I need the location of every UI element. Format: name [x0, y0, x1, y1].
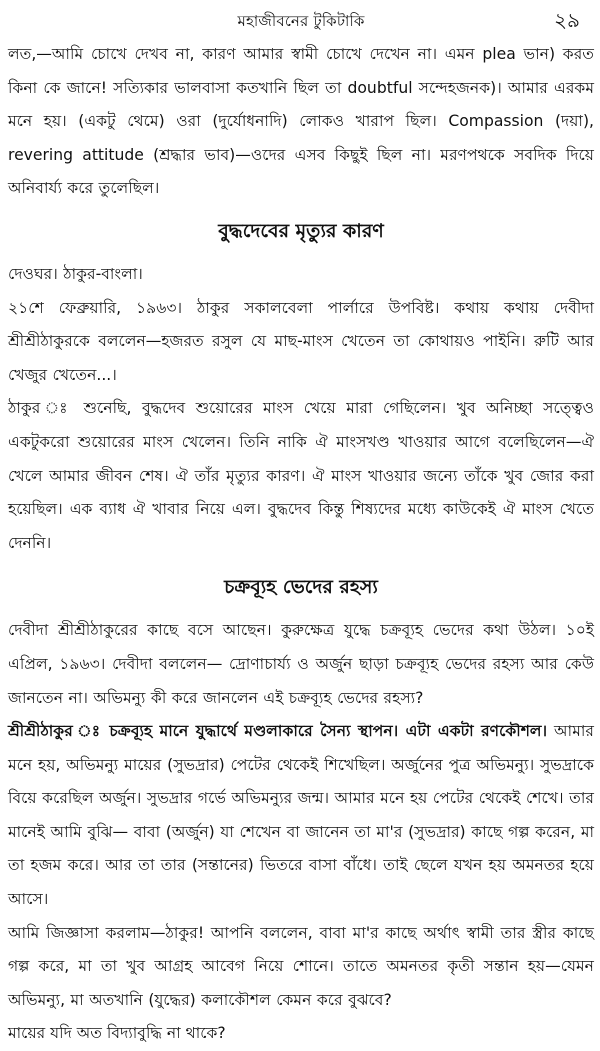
thakur-speech-rest: আমার মনে হয়, অভিমন্যু মায়ের (সুভদ্রার) পেটের থেকেই শিখেছিল। অর্জুনের পুত্র অভিমন্যু। সুভদ্রাকে বিয়ে করেছিল অর্জুন। সুভদ্রার গর্ভে অভিমন্যুর জন্ম। আমার মনে হয় পেটের থেকেই শেখে। তার মানেই আমি বুঝি— বাবা (অর্জুন) যা শেখেন বা জানেন তা মা'র (সুভদ্রার) কাছে গল্প করেন, মা তা হজম করে। আর তা তার (সন্তানের) ভিতরে বাসা বাঁধে। তাই ছেলে যখন হয় অমনতর হয়ে আসে।	[8, 722, 595, 909]
intro-paragraph: লত,—আমি চোখে দেখব না, কারণ আমার স্বামী চোখে দেখেন না। এমন plea ভান) করত কিনা কে জানে! সত্যিকার ভালবাসা কতখানি ছিল তা doubtful সন্দেহজনক)। আমার এরকম মনে হয়। (একটু থেমে) ওরা (দুর্যোধনাদি) লোকও খারাপ ছিল। Compassion (দয়া), revering attitude (শ্রদ্ধার ভাব)—ওদের এসব কিছুই ছিল না। মরণপথকে সবদিক দিয়ে অনিবার্য্য করে তুলেছিল।	[8, 45, 594, 198]
section1-paragraph-1: ২১শে ফেব্রুয়ারি, ১৯৬৩। ঠাকুর সকালবেলা পার্লারে উপবিষ্ট। কথায় কথায় দেবীদা শ্রীশ্রীঠাকুরকে বললেন—হজরত রসুল যে মাছ-মাংস খেতেন তা কোথায়ও পাইনি। রুটি আর খেজুর খেতেন...।	[8, 298, 594, 384]
running-title: মহাজীবনের টুকিটাকি	[237, 12, 365, 30]
thakur-speech-bold: শ্রীশ্রীঠাকুর ঃ চক্রব্যূহ মানে যুদ্ধার্থে মণ্ডলাকারে সৈন্য স্থাপন। এটা একটা রণকৌশল।	[8, 722, 548, 741]
page-number: ২৯	[554, 8, 580, 32]
section2-paragraph-4: মায়ের যদি অত বিদ্যাবুদ্ধি না থাকে?	[8, 1024, 226, 1043]
section2-paragraph-3: আমি জিজ্ঞাসা করলাম—ঠাকুর! আপনি বললেন, বাবা মা'র কাছে অর্থাৎ স্বামী তার স্ত্রীর কাছে গল্প করে, মা তা খুব আগ্রহ আবেগ নিয়ে শোনে। তাতে অমনতর কৃতী সন্তান হয়—যেমন অভিমন্যু, মা অতখানি (যুদ্ধের) কলাকৌশল কেমন করে বুঝবে?	[8, 923, 594, 1009]
section1-paragraph-2: ঠাকুর ঃ শুনেছি, বুদ্ধদেব শুয়োরের মাংস খেয়ে মারা গেছিলেন। খুব অনিচ্ছা সত্ত্বেও একটুকরো শুয়োরের মাংস খেলেন। তিনি নাকি ঐ মাংসখণ্ড খাওয়ার আগে বলেছিলেন—ঐ খেলে আমার জীবন শেষ। ঐ তাঁর মৃত্যুর কারণ। ঐ মাংস খাওয়ার জন্যে তাঁকে খুব জোর করা হয়েছিল। এক ব্যাধ ঐ খাবার নিয়ে এল। বুদ্ধদেব কিন্তু শিষ্যদের মধ্যে কাউকেই ঐ মাংস খেতে দেননি।	[8, 399, 594, 552]
place-line: দেওঘর। ঠাকুর-বাংলা।	[8, 264, 143, 283]
section2-paragraph-1: দেবীদা শ্রীশ্রীঠাকুরের কাছে বসে আছেন। কুরুক্ষেত্র যুদ্ধে চক্রব্যূহ ভেদের কথা উঠল। ১০ই এপ্রিল, ১৯৬৩। দেবীদা বললেন— দ্রোণাচার্য্য ও অর্জুন ছাড়া চক্রব্যূহ ভেদের রহস্য আর কেউ জানতেন না। অভিমন্যু কী করে জানলেন এই চক্রব্যূহ ভেদের রহস্য?	[8, 621, 594, 707]
running-header	[8, 0, 594, 38]
section-title-chakravyuha: চক্রব্যূহ ভেদের রহস্য	[224, 576, 378, 599]
section2-paragraph-2	[8, 715, 594, 917]
section-title-buddha-death: বুদ্ধদেবের মৃত্যুর কারণ	[218, 219, 384, 242]
